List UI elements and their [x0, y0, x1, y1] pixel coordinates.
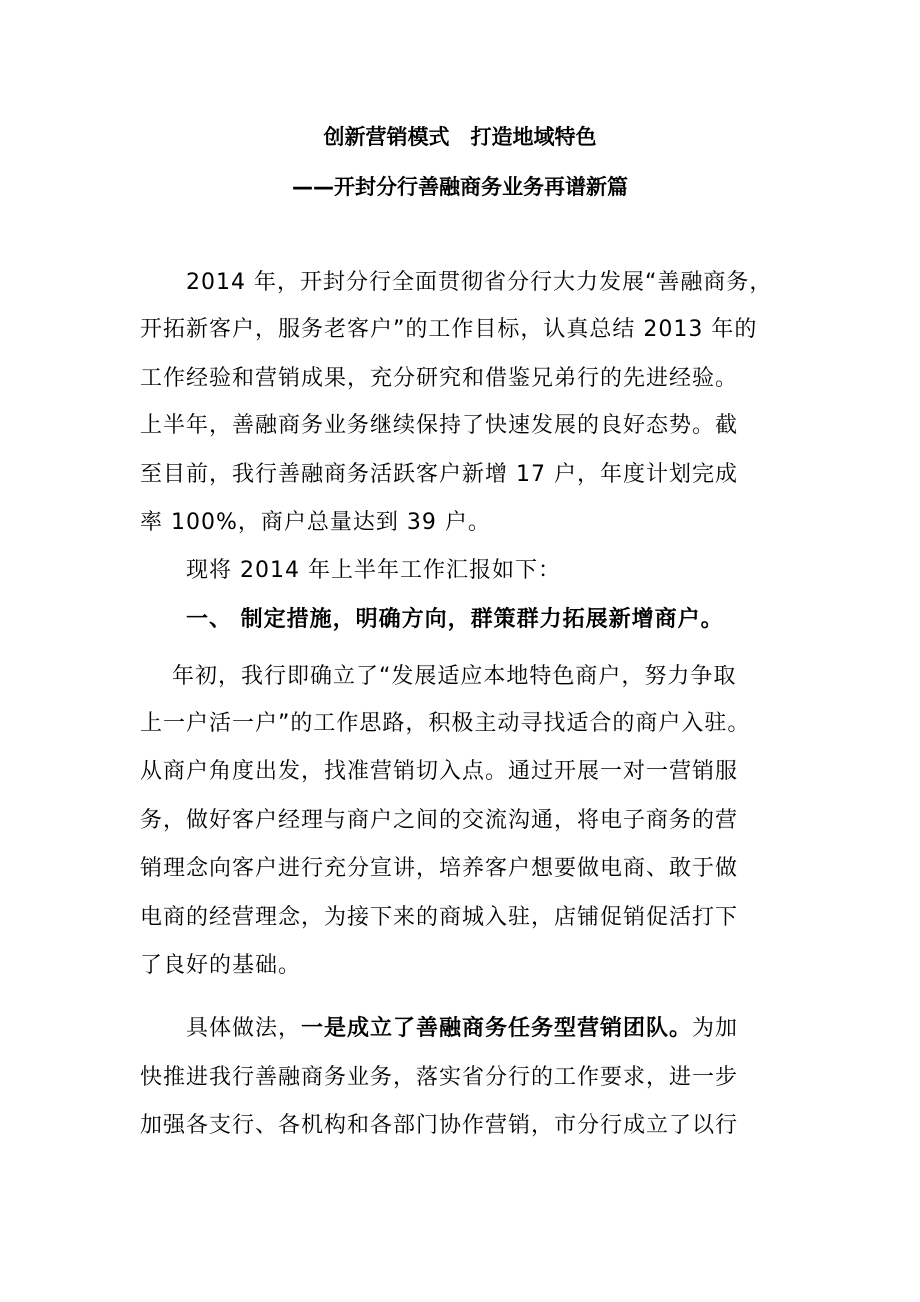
section-1-line: 务，做好客户经理与商户之间的交流沟通，将电子商务的营: [140, 808, 739, 833]
practice-lead: 具体做法，: [186, 1016, 302, 1041]
section-1-line: 了良好的基础。: [140, 953, 302, 978]
report-line: 现将 2014 年上半年工作汇报如下：: [186, 558, 561, 583]
document-title: 创新营销模式 打造地域特色: [323, 125, 597, 149]
intro-line: 至目前，我行善融商务活跃客户新增 17 户，年度计划完成: [140, 462, 738, 487]
intro-line: 上半年，善融商务业务继续保持了快速发展的良好态势。截: [140, 413, 739, 438]
section-1-line: 销理念向客户进行充分宣讲，培养客户想要做电商、敢于做: [140, 856, 739, 881]
section-1-heading: 一、 制定措施，明确方向，群策群力拓展新增商户。: [186, 607, 724, 632]
practice-line: 加强各支行、各机构和各部门协作营销，市分行成立了以行: [140, 1113, 739, 1138]
practice-bold: 一是成立了善融商务任务型营销团队。: [301, 1016, 693, 1041]
section-1-line: 上一户活一户”的工作思路，积极主动寻找适合的商户入驻。: [140, 711, 751, 736]
intro-line: 开拓新客户，服务老客户”的工作目标，认真总结 2013 年的: [140, 317, 758, 342]
practice-line: 快推进我行善融商务业务，落实省分行的工作要求，进一步: [140, 1065, 739, 1090]
intro-line: 2014 年，开封分行全面贯彻省分行大力发展“善融商务，: [186, 270, 773, 295]
section-1-line: 从商户角度出发，找准营销切入点。通过开展一对一营销服: [140, 759, 739, 784]
intro-line: 率 100%，商户总量达到 39 户。: [140, 510, 491, 535]
practice-rest: 为加: [692, 1016, 739, 1041]
section-1-line: 年初，我行即确立了“发展适应本地特色商户，努力争取: [172, 664, 737, 689]
document-subtitle: ——开封分行善融商务业务再谱新篇: [292, 175, 628, 199]
section-1-line: 电商的经营理念，为接下来的商城入驻，店铺促销促活打下: [140, 905, 739, 930]
intro-line: 工作经验和营销成果，充分研究和借鉴兄弟行的先进经验。: [140, 366, 739, 391]
practice-first-line: [186, 1014, 738, 1044]
